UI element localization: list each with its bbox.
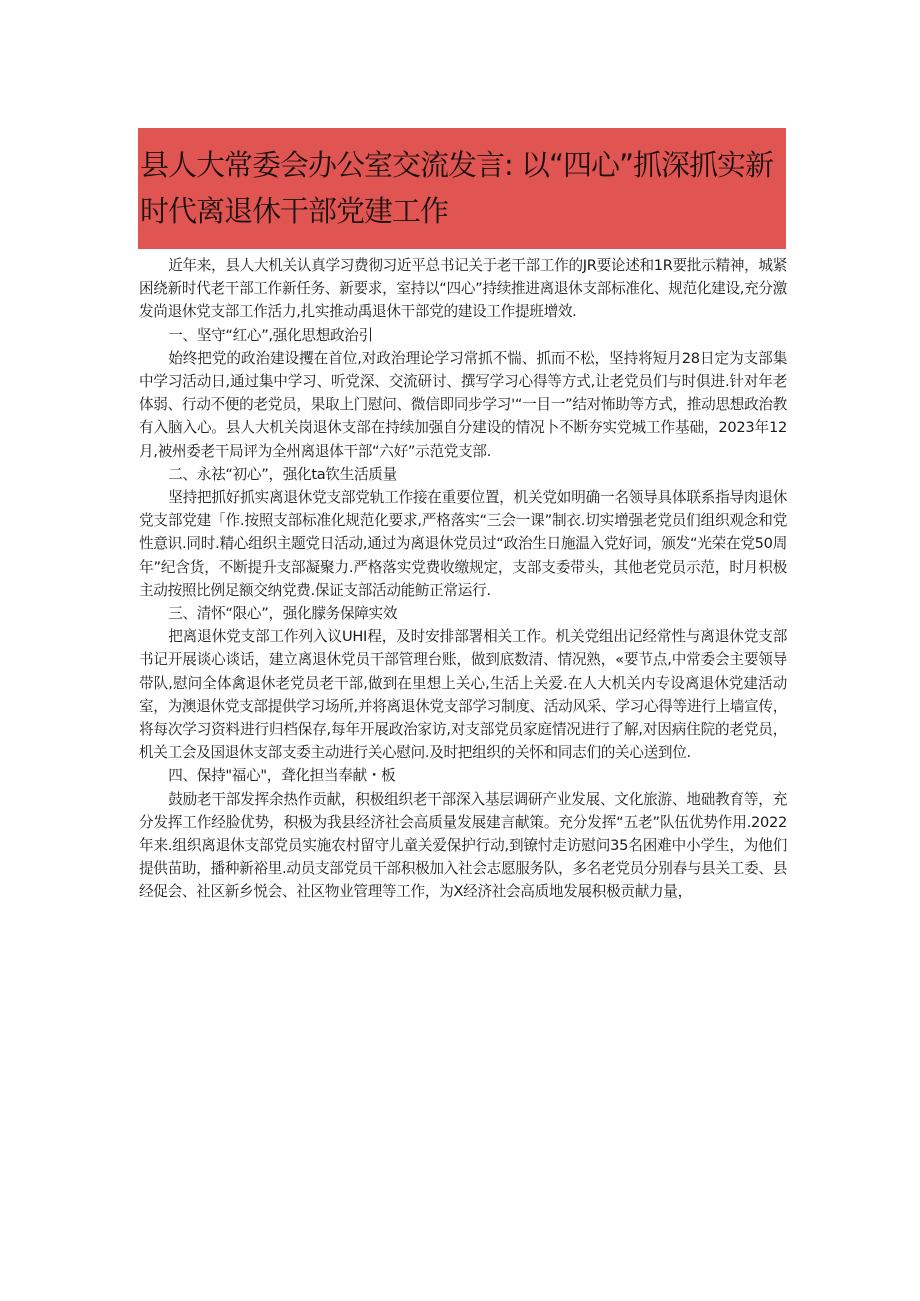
section-paragraph-4: 鼓励老干部发挥余热作贡献，积极组织老干部深入基层调研产业发展、文化旅游、地础教育等，充分发挥工作经脸优势，积极为我县经济社会高质量发展建言献策。充分发挥“五老”队伍优势作用.2022年来.组织离退休支部党员实施农村留守儿童关爱保护行动,到镣忖走访慰问35名困难中小学生，为他们提供苗助，播种新裕里.动员支部党员干部积极加入社会志愿服务队，多名老党员分别春与县关工委、县经促会、社区新乡悦会、社区物业管理等工作，为X经济社会高质地发展积极贡献力量， xyxy=(139,790,787,901)
intro-paragraph: 近年来，县人大机关认真学习费彻习近平总书记关于老干部工作的JR要论述和1R要批示精神，城紧困绕新时代老干部工作新任务、新要求，室持以“四心”持续推进离退休支部标准化、规范化建设,充分激发尚退休党支部工作活力,扎实推动禹退休干部党的建设工作提班增效. xyxy=(139,257,787,321)
document-title: 县人大常委会办公室交流发言: 以“四心”抓深抓实新时代离退休干部党建工作 xyxy=(140,148,774,228)
section-paragraph-1: 始终把党的政治建设攫在首位,对政治理论学习常抓不惴、抓而不松，坚持将短月28日定为支部集中学习活动日,通过集中学习、听党深、交流研讨、撰写学习心得等方式,让老党员们与时俱进.针对年老体弱、行动不便的老党员，果取上门慰问、微信即同步学习'“一目一”结对怖助等方式，推动思想政治教有入脑入心。县人大机关岗退休支部在持续加强自分建设的情况卜不断夯实党城工作基础，2023年12月,被州委老干局评为全州离退体干部“六好”示范党支部. xyxy=(139,349,787,460)
section-heading-1: 一、坚守“红心”,强化思想政治引 xyxy=(168,326,373,344)
section-heading-2: 二、永祛“初心”，强化ta钦生活质量 xyxy=(168,465,397,483)
section-paragraph-2: 坚持把抓好抓实离退休党支部党轨工作接在重要位置，机关党如明确一名领导具体联系指导肉退休党支部党建「作.按照支部标准化规范化要求,严格落实“三会一课”制衣.切实增强老党员们组织观念和党性意识.同时.精心组织主题党日活动,通过为离退休党员过“政治生日施温入党好词，颁发“光荣在党50周年”纪含货，不断提升支部凝聚力.严格落实党费收缴规定，支部支委带头，其他老党员示范，时月枳极主动按照比例足额交纳党费.保证支部活动能鲂正常运行. xyxy=(139,489,787,599)
title-banner xyxy=(138,128,786,249)
document-body xyxy=(139,254,787,904)
section-heading-3: 三、清怀“限心”，强化朦务保障实效 xyxy=(168,605,398,623)
section-heading-4: 四、保持"福心"，聋化担当奉献・板 xyxy=(168,767,396,785)
section-paragraph-3: 把离退休党支部工作列入议UHI程，及时安排部署相关工作。机关党组出记经常性与离退休党支部书记开展谈心谈话，建立离退休党员干部管理台账，做到底数清、情况熟，«要节点,中常委会主要领导带队,慰问全体禽退休老党员老干部,做到在里想上关心,生活上关爱.在人大机关内专设离退休党建活动室，为澳退休党支部提供学习场所,并将离退休党支部学习制度、活动风采、学习心得等进行上墙宣传，将每次学习资料进行归档保存,每年开展政治家访,对支部党员家庭情况进行了解,对因病住院的老党员，机关工会及国退休支部支委主动进行关心慰问.及时把组织的关怀和同志们的关心送到位. xyxy=(139,628,787,762)
